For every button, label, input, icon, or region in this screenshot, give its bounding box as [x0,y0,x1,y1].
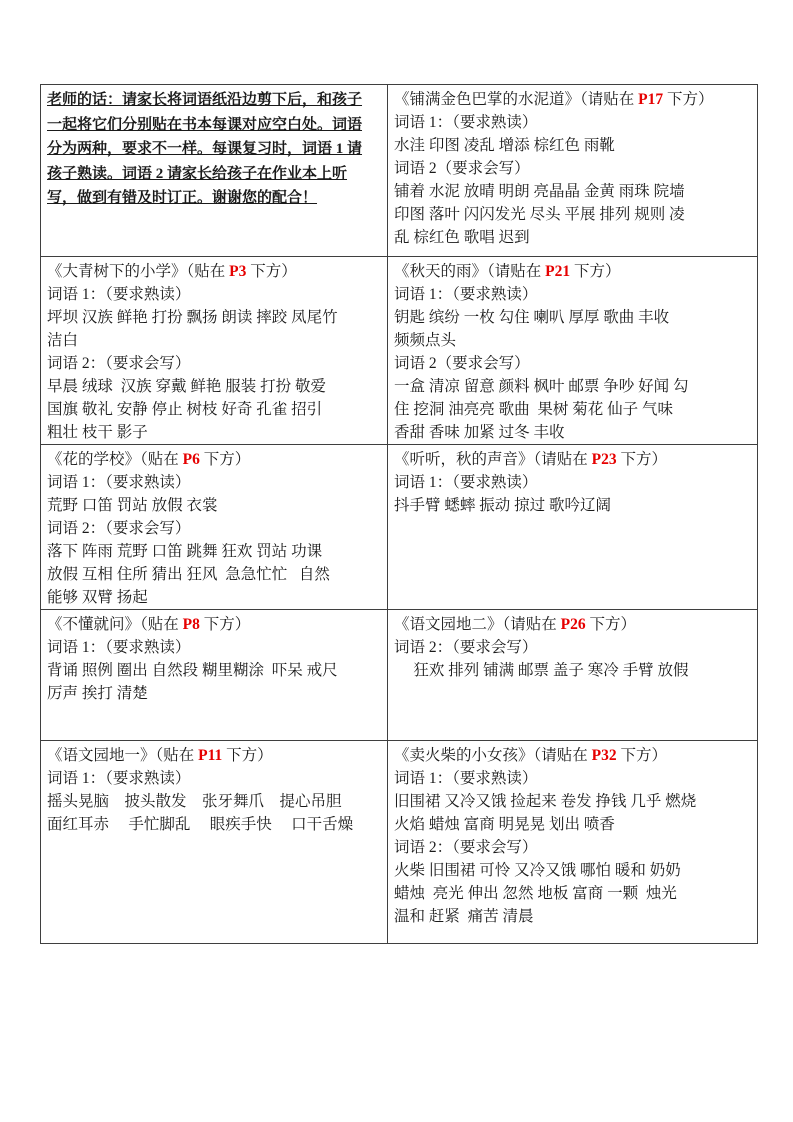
text-line: 放假 互相 住所 猜出 狂风 急急忙忙 自然 [47,566,330,583]
table-row [41,257,758,445]
text-line: 温和 赶紧 痛苦 清晨 [394,908,534,925]
lesson-title-text: 《卖火柴的小女孩》（请贴在 [394,747,592,764]
word-lines [47,471,384,609]
text-line: 词语 1：（要求熟读） [394,286,538,303]
word-lines [47,636,384,705]
lesson-title-text: 《不懂就问》（贴在 [47,616,183,633]
lesson-title-text: 《语文园地二》（请贴在 [394,616,561,633]
text-line: 抖手臂 蟋蟀 振动 掠过 歌吟辽阔 [394,497,612,514]
lesson-title [394,88,754,111]
lesson-cell-tingtingqiudeshengyin [388,445,758,610]
lesson-title [47,744,384,767]
lesson-title-text: 《铺满金色巴掌的水泥道》（请贴在 [394,91,639,108]
text-line: 火焰 蜡烛 富商 明晃晃 划出 喷香 [394,816,615,833]
lesson-title-text: 《秋天的雨》（请贴在 [394,263,546,280]
page-number: P6 [182,451,200,468]
table-row [41,85,758,257]
page-number: P17 [638,91,664,108]
lesson-title-text: 下方） [616,747,667,764]
text-line: 写，做到有错及时订正。谢谢您的配合！ [47,190,318,206]
text-line: 词语 1：（要求熟读） [47,474,191,491]
text-line: 背诵 照例 圈出 自然段 糊里糊涂 吓呆 戒尺 [47,662,338,679]
text-line: 落下 阵雨 荒野 口笛 跳舞 狂欢 罚站 功课 [47,543,323,560]
page-number: P32 [591,747,617,764]
text-line: 词语 2：（要求会写） [47,355,191,372]
text-line: 词语 2：（要求会写） [394,639,538,656]
lesson-cell-huadexuexiao [41,445,388,610]
text-line: 词语 1：（要求熟读） [394,114,538,131]
word-lines [394,111,754,249]
text-line: 摇头晃脑 披头散发 张牙舞爪 提心吊胆 [47,793,342,810]
text-line: 老师的话：请家长将词语纸沿边剪下后，和孩子 [47,92,363,108]
text-line: 词语 2：（要求会写） [47,520,191,537]
word-lines [47,767,384,836]
text-line: 香甜 香味 加紧 过冬 丰收 [394,424,565,441]
lesson-title [394,613,754,636]
lesson-cell-maihuochaidexiaonvhai [388,741,758,944]
table-row [41,610,758,741]
page-number: P11 [198,747,223,764]
text-line: 面红耳赤 手忙脚乱 眼疾手快 口干舌燥 [47,816,354,833]
text-line: 住 挖洞 油亮亮 歌曲 果树 菊花 仙子 气味 [394,401,674,418]
page-number: P23 [591,451,617,468]
table-row [41,741,758,944]
text-line: 狂欢 排列 铺满 邮票 盖子 寒冷 手臂 放假 [394,662,689,679]
text-line: 早晨 绒球 汉族 穿戴 鲜艳 服装 打扮 敬爱 [47,378,327,395]
page-number: P3 [229,263,247,280]
lesson-title-text: 下方） [199,616,251,633]
text-line: 荒野 口笛 罚站 放假 衣裳 [47,497,218,514]
text-line: 国旗 敬礼 安静 停止 树枝 好奇 孔雀 招引 [47,401,323,418]
text-line: 分为两种，要求不一样。每课复习时，词语 1 请 [47,141,363,157]
lesson-title-text: 下方） [246,263,297,280]
text-line: 词语 1：（要求熟读） [47,770,191,787]
text-line: 蜡烛 亮光 伸出 忽然 地板 富商 一颗 烛光 [394,885,677,902]
text-line: 印图 落叶 闪闪发光 尽头 平展 排列 规则 凌 [394,206,685,223]
word-lines [47,283,384,444]
lesson-title-text: 下方） [199,451,251,468]
text-line: 水洼 印图 凌乱 增添 棕红色 雨靴 [394,137,615,154]
lesson-title [394,448,754,471]
text-line: 能够 双臂 扬起 [47,589,148,606]
text-line: 粗壮 枝干 影子 [47,424,148,441]
lesson-cell-daqingshu [41,257,388,445]
lesson-title [47,260,384,283]
text-line: 孩子熟读。词语 2 请家长给孩子在作业本上听 [47,165,348,182]
page-number: P8 [182,616,200,633]
lesson-title [394,260,754,283]
lesson-title-text: 《听听，秋的声音》（请贴在 [394,451,592,468]
text-line: 词语 1：（要求熟读） [47,639,191,656]
text-line: 词语 1：（要求熟读） [394,474,538,491]
text-line: 词语 2（要求会写） [394,355,530,372]
teacher-note-cell [41,85,388,257]
lesson-cell-pumangjinse [388,85,758,257]
word-list-table [40,84,758,944]
text-line: 坪坝 汉族 鲜艳 打扮 飘扬 朗读 摔跤 凤尾竹 [47,309,338,326]
text-line: 乱 棕红色 歌唱 迟到 [394,229,530,246]
table-row [41,445,758,610]
text-line: 钥匙 缤纷 一枚 勾住 喇叭 厚厚 歌曲 丰收 [394,309,670,326]
teacher-note-text [47,88,384,211]
text-line: 词语 1：（要求熟读） [47,286,191,303]
word-lines [394,283,754,444]
lesson-title [394,744,754,767]
lesson-cell-qiutiandeyu [388,257,758,445]
text-line: 词语 2（要求会写） [394,160,530,177]
lesson-title [47,448,384,471]
page-number: P26 [560,616,586,633]
lesson-cell-yuwenyuandi-er [388,610,758,741]
lesson-title-text: 《花的学校》（贴在 [47,451,183,468]
text-line: 旧围裙 又冷又饿 捡起来 卷发 挣钱 几乎 燃烧 [394,793,697,810]
lesson-title-text: 下方） [222,747,273,764]
lesson-title [47,613,384,636]
text-line: 洁白 [47,332,79,349]
text-line: 词语 1：（要求熟读） [394,770,538,787]
text-line: 一起将它们分别贴在书本每课对应空白处。词语 [47,116,363,133]
lesson-cell-budongjiuwen [41,610,388,741]
lesson-title-text: 《语文园地一》（贴在 [47,747,199,764]
lesson-title-text: 下方） [585,616,636,633]
lesson-title-text: 下方） [663,91,714,108]
lesson-title-text: 下方） [570,263,621,280]
page-number: P21 [545,263,571,280]
text-line: 一盒 清凉 留意 颜料 枫叶 邮票 争吵 好闻 勾 [394,378,689,395]
word-lines [394,767,754,928]
lesson-title-text: 下方） [616,451,667,468]
lesson-cell-yuwenyuandi-yi [41,741,388,944]
text-line: 火柴 旧围裙 可怜 又冷又饿 哪怕 暖和 奶奶 [394,862,681,879]
text-line: 频频点头 [394,332,457,349]
text-line: 铺着 水泥 放晴 明朗 亮晶晶 金黄 雨珠 院墙 [394,183,685,200]
text-line: 厉声 挨打 清楚 [47,685,148,702]
text-line: 词语 2：（要求会写） [394,839,538,856]
lesson-title-text: 《大青树下的小学》（贴在 [47,263,230,280]
word-lines [394,636,754,682]
word-lines [394,471,754,517]
